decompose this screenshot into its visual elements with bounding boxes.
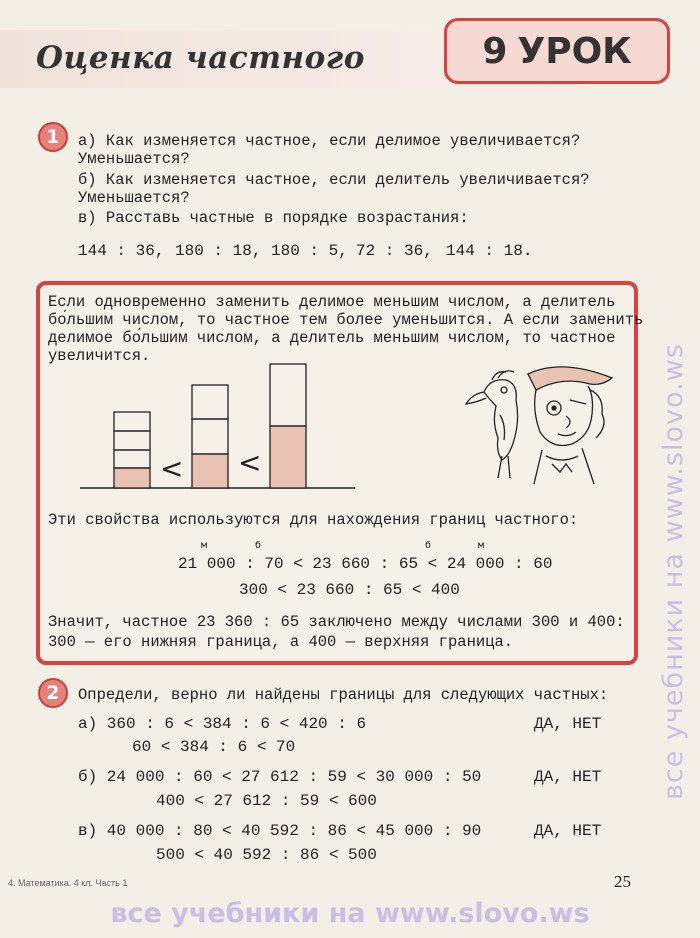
quotient-3: 180 : 5, [271,242,348,260]
bar-small [114,412,150,488]
quotient-5: 144 : 18. [446,242,533,260]
task-1a-line2: Уменьшается? [78,150,190,168]
task-2c-line1: в) 40 000 : 80 < 40 592 : 86 < 45 000 : 90 [78,822,482,840]
quotient-1: 144 : 36, [78,242,165,260]
pirate-icon [528,367,612,484]
rule-line-3: делимое бо́льшим числом, а делитель меньшим числом, то частное [48,329,616,347]
inequality-2: 300 < 23 660 : 65 < 400 [239,581,460,599]
conclusion-line-2: 300 — его нижняя граница, а 400 — верхняя граница. [48,633,514,651]
lesson-badge [444,18,670,84]
task-1a-line1: а) Как изменяется частное, если делимое увеличивается? [78,132,581,150]
footer-book-info: 4. Математика. 4 кл. Часть 1 [8,878,128,888]
side-watermark-text: все учебники на www.slovo.ws [658,343,689,800]
bars-illustration [80,360,360,495]
task-2-number: 2 [38,678,68,708]
pirate-parrot-illustration [462,360,622,485]
task-2b-line1: б) 24 000 : 60 < 27 612 : 59 < 30 000 : 50 [78,768,482,786]
bar-large [270,364,306,488]
page-title: Оценка частного [36,40,365,76]
side-watermark [640,160,700,800]
less-than-1: < [160,452,184,485]
quotient-2: 180 : 18, [175,242,262,260]
task-2b-line2: 400 < 27 612 : 59 < 600 [156,792,377,810]
mark-b-1: б [255,540,262,551]
page-number: 25 [614,872,631,891]
mark-m-2: м [478,540,485,551]
conclusion-line-1: Значит, частное 23 360 : 65 заключено между числами 300 и 400: [48,613,625,631]
lesson-word: УРОК [517,30,632,72]
properties-line: Эти свойства используются для нахождения границ частного: [48,511,579,529]
rule-line-2: бо́льшим числом, то частное тем более уменьшится. А если заменить [48,311,644,329]
task-2a-line2: 60 < 384 : 6 < 70 [132,738,296,756]
task-2c-line2: 500 < 40 592 : 86 < 500 [156,846,377,864]
task-1b-line1: б) Как изменяется частное, если делитель увеличивается? [78,171,590,189]
bar-medium [192,385,228,488]
less-than-2: < [238,446,262,479]
task-2c-answer: ДА, НЕТ [534,822,602,840]
task-2a-answer: ДА, НЕТ [534,715,602,733]
quotient-4: 72 : 36, [356,242,433,260]
task-2b-answer: ДА, НЕТ [534,768,602,786]
task-1-number: 1 [38,122,68,152]
lesson-number: 9 [482,30,508,72]
rule-line-1: Если одновременно заменить делимое меньшим числом, а делитель [48,293,616,311]
task-2a-line1: а) 360 : 6 < 384 : 6 < 420 : 6 [78,715,367,733]
rule-line-4: увеличится. [48,347,151,365]
task-1b-line2: Уменьшается? [78,189,190,207]
parrot-icon [466,371,518,478]
mark-m-1: м [201,540,208,551]
inequality-1: 21 000 : 70 < 23 660 : 65 < 24 000 : 60 [178,555,553,573]
bottom-watermark: все учебники на www.slovo.ws [110,898,590,929]
mark-b-2: б [425,540,432,551]
task-1c-line: в) Расставь частные в порядке возрастания: [78,209,469,227]
task-2-intro: Определи, верно ли найдены границы для следующих частных: [78,686,609,704]
